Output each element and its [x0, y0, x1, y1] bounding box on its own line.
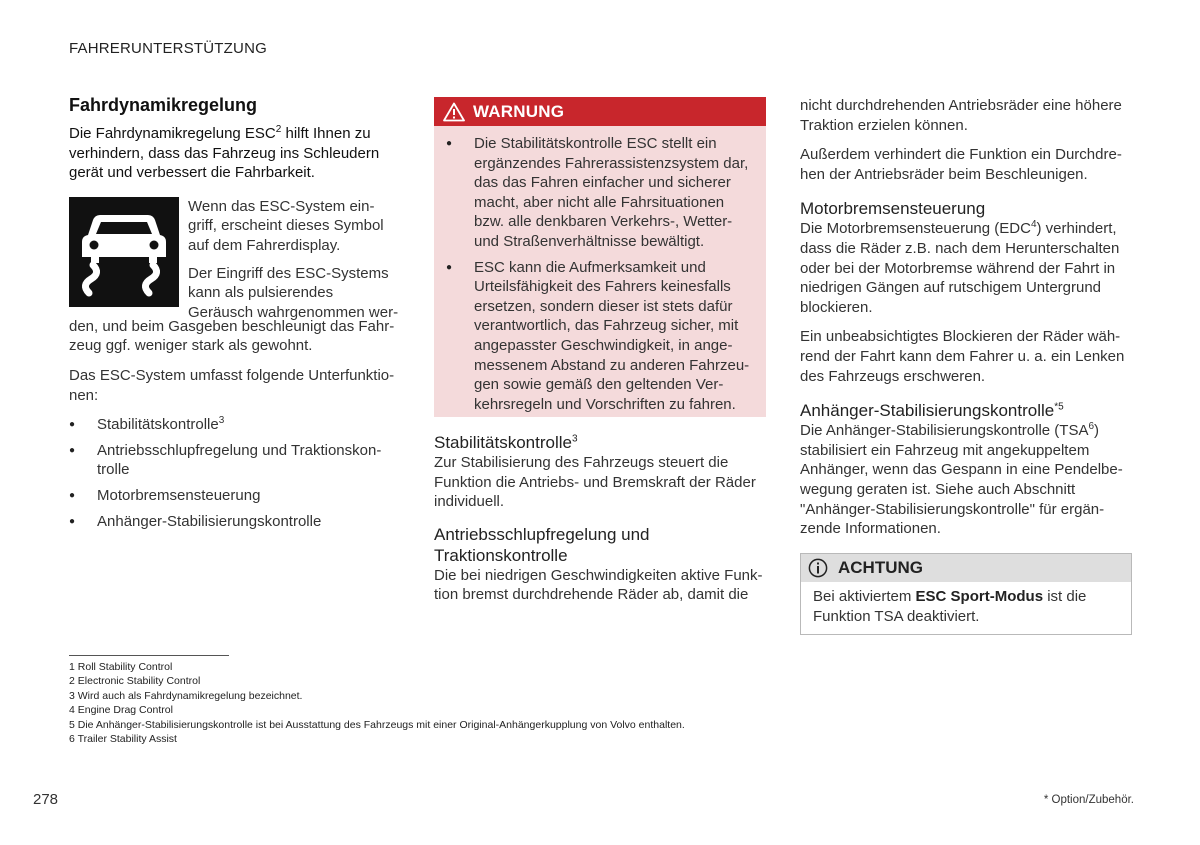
achtung-header: [801, 554, 1131, 582]
warning-item: ● ESC kann die Aufmerksamkeit und Urteilsfähigkeit des Fahrers keinesfalls ersetzen, sondern dieser ist stets dafür verantwortlich, das Fahrzeug sicher, mit angepasster Geschwindigkeit, in ange-messenem Abstand zu anderen Fahrzeu-gen sowie gemäß den geltenden Ver-kehrsregeln und Vorschriften zu fahren.: [446, 258, 752, 415]
footnote: 3 Wird auch als Fahrdynamikregelung bezeichnet.: [69, 689, 303, 702]
intro-text-b: hilft Ihnen zu verhindern, dass das Fahrzeug ins Schleudern gerät und verbessert die Fahrbarkeit.: [69, 125, 380, 182]
right-column: [800, 96, 1132, 549]
achtung-body: Bei aktiviertem ESC Sport-Modus ist die Funktion TSA deaktiviert.: [813, 588, 1087, 625]
esc-skid-icon: [69, 197, 179, 307]
page-number: 278: [33, 791, 59, 808]
esc-sport-mode-label: ESC Sport-Modus: [915, 588, 1044, 605]
esc-paragraph-1: Wenn das ESC-System ein-griff, erscheint dieses Symbol auf dem Fahrerdisplay.: [188, 197, 384, 254]
intro-paragraph: [69, 124, 400, 183]
spin-paragraph: Außerdem verhindert die Funktion ein Durchdre-hen der Antriebsräder beim Beschleunigen.: [800, 146, 1122, 183]
tsa-text: Die Anhänger-Stabilisierungskontrolle (TSA$^6$) stabilisiert ein Fahrzeug mit angekuppeltem Anhänger, wenn das Gespann in eine Pendelbe-wegung geraten ist. Siehe auch Abschnitt "Anhänger-Stabilisierungskontrolle" für ergän-zende Informationen.: [800, 421, 1123, 538]
warning-triangle-icon: [439, 97, 469, 126]
traction-text: Die bei niedrigen Geschwindigkeiten aktive Funk-tion bremst durchdrehende Räder ab, damit die: [434, 566, 763, 604]
subfunctions-list: [69, 415, 400, 531]
achtung-title: ACHTUNG: [838, 558, 923, 577]
list-item: ● Motorbremsensteuerung: [69, 486, 400, 506]
footnote-ref-5[interactable]: *5: [1054, 401, 1064, 413]
edc-heading: Motorbremsensteuerung: [800, 199, 986, 219]
edc-text: Die Motorbremsensteuerung (EDC$^4$) verhindert, dass die Räder z.B. nach dem Herunterschalten oder bei der Motorbremse während der Fahrt in niedrigen Gängen auf rutschigem Untergrund blockieren.: [800, 219, 1120, 316]
list-item: ● Stabilitätskontrolle$^3$: [69, 415, 400, 435]
esc-symbol-section: [69, 197, 400, 321]
warning-header: [434, 97, 766, 126]
footnote-divider: [69, 655, 229, 656]
footnote: 4 Engine Drag Control: [69, 704, 173, 717]
stability-heading: Stabilitätskontrolle$^3$: [434, 433, 578, 452]
warning-item: ● Die Stabilitätskontrolle ESC stellt ein ergänzendes Fahrerassistenzsystem dar, das das Fahren einfacher und sicherer macht, aber nicht alle Fahrsituationen bzw. alle denkbaren Verkehrs-, Wetter- und Straßenverhältnisse bewältigt.: [446, 134, 752, 252]
footnote: 5 Die Anhänger-Stabilisierungskontrolle ist bei Ausstattung des Fahrzeugs mit einer Original-Anhängerkupplung von Volvo enthalten.: [69, 718, 685, 731]
intro-text-a: Die Fahrdynamikregelung ESC: [69, 125, 276, 142]
footnote-ref-3[interactable]: 3: [218, 415, 225, 427]
footnote: 1 Roll Stability Control: [69, 661, 173, 673]
warning-title: WARNUNG: [473, 101, 565, 121]
esc-paragraph-2: Der Eingriff des ESC-Systems kann als pulsierendes Geräusch wahrgenommen wer-: [188, 264, 399, 321]
achtung-box: [800, 553, 1132, 635]
info-circle-icon: [808, 558, 828, 578]
stability-text: Zur Stabilisierung des Fahrzeugs steuert die Funktion die Antriebs- und Bremskraft der Räder individuell.: [434, 454, 756, 511]
section-header: FAHRERUNTERSTÜTZUNG: [69, 40, 267, 57]
traction-heading: Antriebsschlupfregelung und Traktionskontrolle: [434, 524, 650, 565]
footnote-ref-6[interactable]: 6: [1088, 421, 1095, 433]
esc-description: [188, 197, 400, 323]
footnote: 6 Trailer Stability Assist: [69, 733, 177, 746]
tsa-heading: Anhänger-Stabilisierungskontrolle$^{*5}$: [800, 401, 1064, 421]
footnote-ref-2[interactable]: 2: [275, 124, 282, 135]
option-note: * Option/Zubehör.: [1043, 794, 1134, 806]
subfunctions-intro: Das ESC-System umfasst folgende Unterfunktio-nen:: [69, 366, 395, 404]
middle-column: [434, 432, 768, 615]
warning-list: [446, 134, 752, 414]
warning-box: [434, 97, 766, 417]
page-title: Fahrdynamikregelung: [69, 95, 258, 115]
left-column: [69, 94, 400, 537]
list-item: ● Anhänger-Stabilisierungskontrolle: [69, 512, 400, 532]
continued-paragraph: nicht durchdrehenden Antriebsräder eine höhere Traktion erzielen können.: [800, 97, 1122, 134]
footnote: 2 Electronic Stability Control: [69, 675, 201, 688]
edc-text-2: Ein unbeabsichtigtes Blockieren der Räder wäh-rend der Fahrt kann dem Fahrer u. a. ein Lenken des Fahrzeugs erschweren.: [800, 328, 1125, 385]
footnote-ref-4[interactable]: 4: [1030, 219, 1037, 231]
esc-paragraph-2-continued: den, und beim Gasgeben beschleunigt das Fahr-zeug ggf. weniger stark als gewohnt.: [69, 317, 395, 355]
list-item: ● Antriebsschlupfregelung und Traktionskon-trolle: [69, 441, 400, 480]
warning-body: [434, 126, 766, 414]
footnotes: [69, 660, 685, 746]
footnote-ref-3[interactable]: 3: [571, 433, 578, 445]
